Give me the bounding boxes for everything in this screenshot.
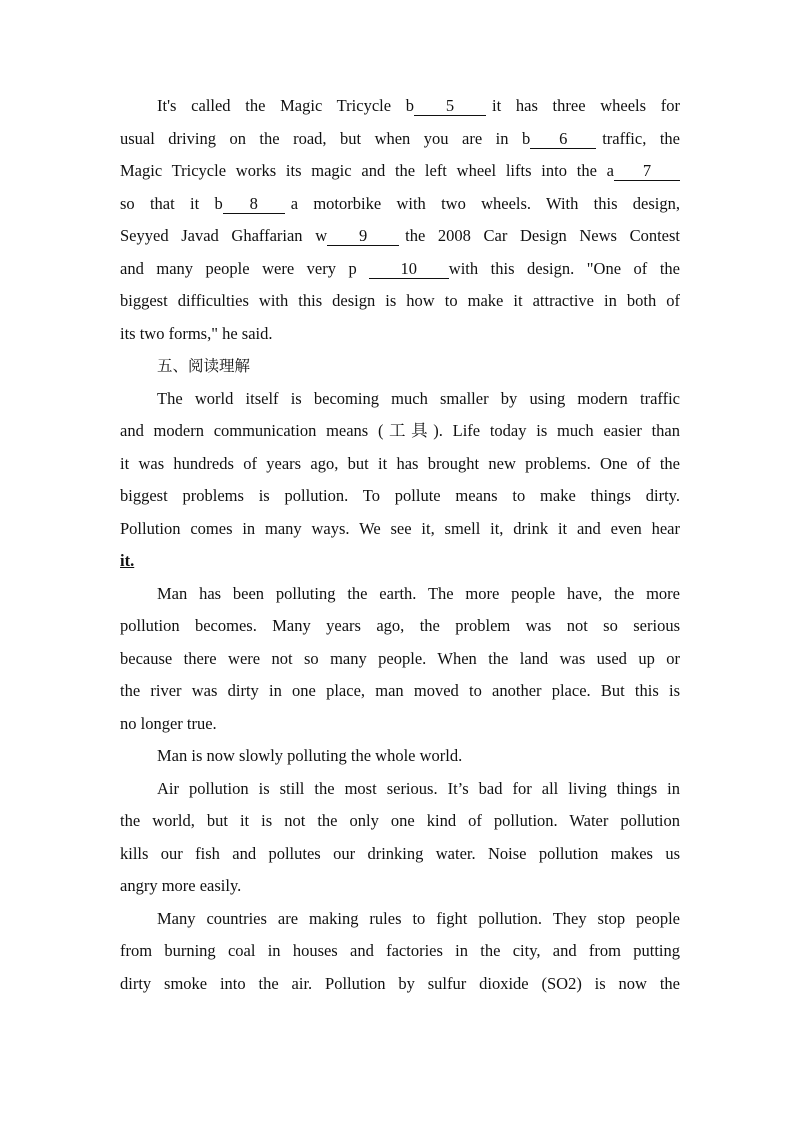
cloze-text: traffic, the xyxy=(602,128,680,148)
passage-line: the river was dirty in one place, man moved to another place. But this is xyxy=(120,681,680,700)
passage-line: kills our fish and pollutes our drinking water. Noise pollution makes us xyxy=(120,843,680,863)
passage-line: it was hundreds of years ago, but it has brought new problems. One of the xyxy=(120,453,680,473)
cloze-text: usual driving on the road, but when you are in b xyxy=(120,128,531,148)
blank-9: 9 xyxy=(327,227,399,246)
cloze-line-4 xyxy=(120,188,680,221)
passage-line: Man is now slowly polluting the whole world. xyxy=(157,746,463,765)
cloze-line-3 xyxy=(120,155,680,188)
blank-8: 8 xyxy=(223,195,285,214)
passage-line: pollution becomes. Many years ago, the problem was not so serious xyxy=(120,616,680,635)
cloze-line-1 xyxy=(120,90,680,123)
passage-line: the world, but it is not the only one kind of pollution. Water pollution xyxy=(120,811,680,830)
cloze-text: the 2008 Car Design News Contest xyxy=(405,226,680,245)
document-page xyxy=(120,90,680,1000)
passage-line: biggest problems is pollution. To pollute means to make things dirty. xyxy=(120,486,680,505)
passage-line: because there were not so many people. When the land was used up or xyxy=(120,648,680,668)
passage-line: angry more easily. xyxy=(120,876,242,895)
cloze-line-2 xyxy=(120,123,680,156)
cloze-text: so that it b xyxy=(120,193,223,213)
cloze-text: with this design. "One of the xyxy=(448,258,680,278)
blank-7: 7 xyxy=(614,162,680,181)
passage-line: dirty smoke into the air. Pollution by sulfur dioxide (SO2) is now the xyxy=(120,973,680,993)
blank-6: 6 xyxy=(530,130,596,149)
cloze-text: a motorbike with two wheels. With this design, xyxy=(290,193,681,213)
cloze-text: and many people were very p xyxy=(120,258,357,278)
passage-line: no longer true. xyxy=(120,713,217,733)
passage-line: Air pollution is still the most serious. It’s bad for all living things in xyxy=(157,778,680,798)
underlined-word: it. xyxy=(120,551,135,570)
passage-line: The world itself is becoming much smaller by using modern traffic xyxy=(157,388,680,408)
passage-line: from burning coal in houses and factories in the city, and from putting xyxy=(120,941,680,960)
passage-line: Man has been polluting the earth. The more people have, the more xyxy=(157,583,680,603)
passage-line: and modern communication means (工具). Life today is much easier than xyxy=(120,421,680,440)
passage-line xyxy=(120,545,680,578)
cloze-line-5 xyxy=(120,220,680,253)
cloze-text: Seyyed Javad Ghaffarian w xyxy=(120,226,328,245)
passage-line: Many countries are making rules to fight pollution. They stop people xyxy=(157,908,680,928)
cloze-line-7: biggest difficulties with this design is how to make it attractive in both of xyxy=(120,291,680,310)
cloze-line-8: its two forms," he said. xyxy=(120,323,273,343)
blank-5: 5 xyxy=(414,97,486,116)
passage-line: Pollution comes in many ways. We see it, smell it, drink it and even hear xyxy=(120,518,680,538)
cloze-text: It's called the Magic Tricycle b xyxy=(157,96,414,115)
cloze-text: it has three wheels for xyxy=(492,96,680,115)
section-heading: 五、阅读理解 xyxy=(157,357,251,375)
cloze-text: Magic Tricycle works its magic and the left wheel lifts into the a xyxy=(120,161,614,180)
cloze-line-6 xyxy=(120,253,680,286)
blank-10: 10 xyxy=(369,260,449,279)
